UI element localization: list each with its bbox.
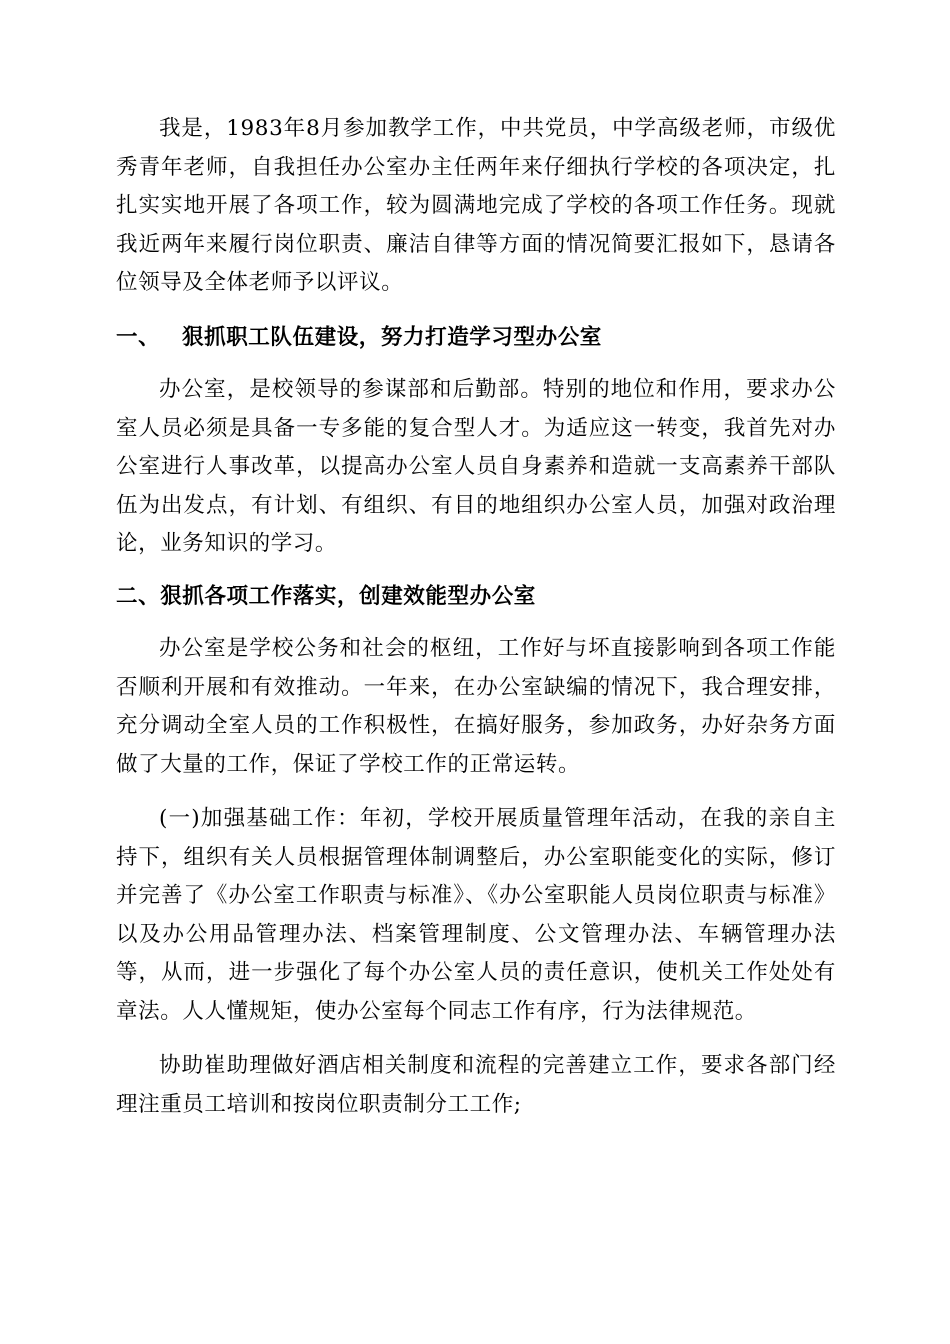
assist-paragraph: 协助崔助理做好酒店相关制度和流程的完善建立工作，要求各部门经理注重员工培训和按岗位职责制分工工作; xyxy=(116,1053,836,1117)
section-heading-2: 二、狠抓各项工作落实，创建效能型办公室 xyxy=(116,583,536,609)
document-page xyxy=(116,110,836,1124)
basic-work-paragraph: (一)加强基础工作：年初，学校开展质量管理年活动，在我的亲自主持下，组织有关人员根据管理体制调整后，办公室职能变化的实际，修订并完善了《办公室工作职责与标准》、《办公室职能人员岗位职责与标准》以及办公用品管理办法、档案管理制度、公文管理办法、车辆管理办法等，从而，进一步强化了每个办公室人员的责任意识，使机关工作处处有章法。人人懂规矩，使办公室每个同志工作有序，行为法律规范。 xyxy=(116,806,836,1024)
section-heading-1-number: 一、 xyxy=(116,324,161,350)
section-heading-1-text: 狠抓职工队伍建设，努力打造学习型办公室 xyxy=(182,324,602,350)
intro-paragraph: 我是，1983年8月参加教学工作，中共党员，中学高级老师，市级优秀青年老师，自我担任办公室办主任两年来仔细执行学校的各项决定，扎扎实实地开展了各项工作，较为圆满地完成了学校的各项工作任务。现就我近两年来履行岗位职责、廉洁自律等方面的情况简要汇报如下，恳请各位领导及全体老师予以评议。 xyxy=(116,116,836,295)
section-heading-1 xyxy=(116,319,836,358)
section-1-paragraph: 办公室，是校领导的参谋部和后勤部。特别的地位和作用，要求办公室人员必须是具备一专多能的复合型人才。为适应这一转变，我首先对办公室进行人事改革，以提高办公室人员自身素养和造就一支高素养干部队伍为出发点，有计划、有组织、有目的地组织办公室人员，加强对政治理论，业务知识的学习。 xyxy=(116,377,836,556)
section-2-paragraph: 办公室是学校公务和社会的枢纽，工作好与坏直接影响到各项工作能否顺利开展和有效推动。一年来，在办公室缺编的情况下，我合理安排，充分调动全室人员的工作积极性，在搞好服务，参加政务，办好杂务方面做了大量的工作，保证了学校工作的正常运转。 xyxy=(116,636,836,777)
